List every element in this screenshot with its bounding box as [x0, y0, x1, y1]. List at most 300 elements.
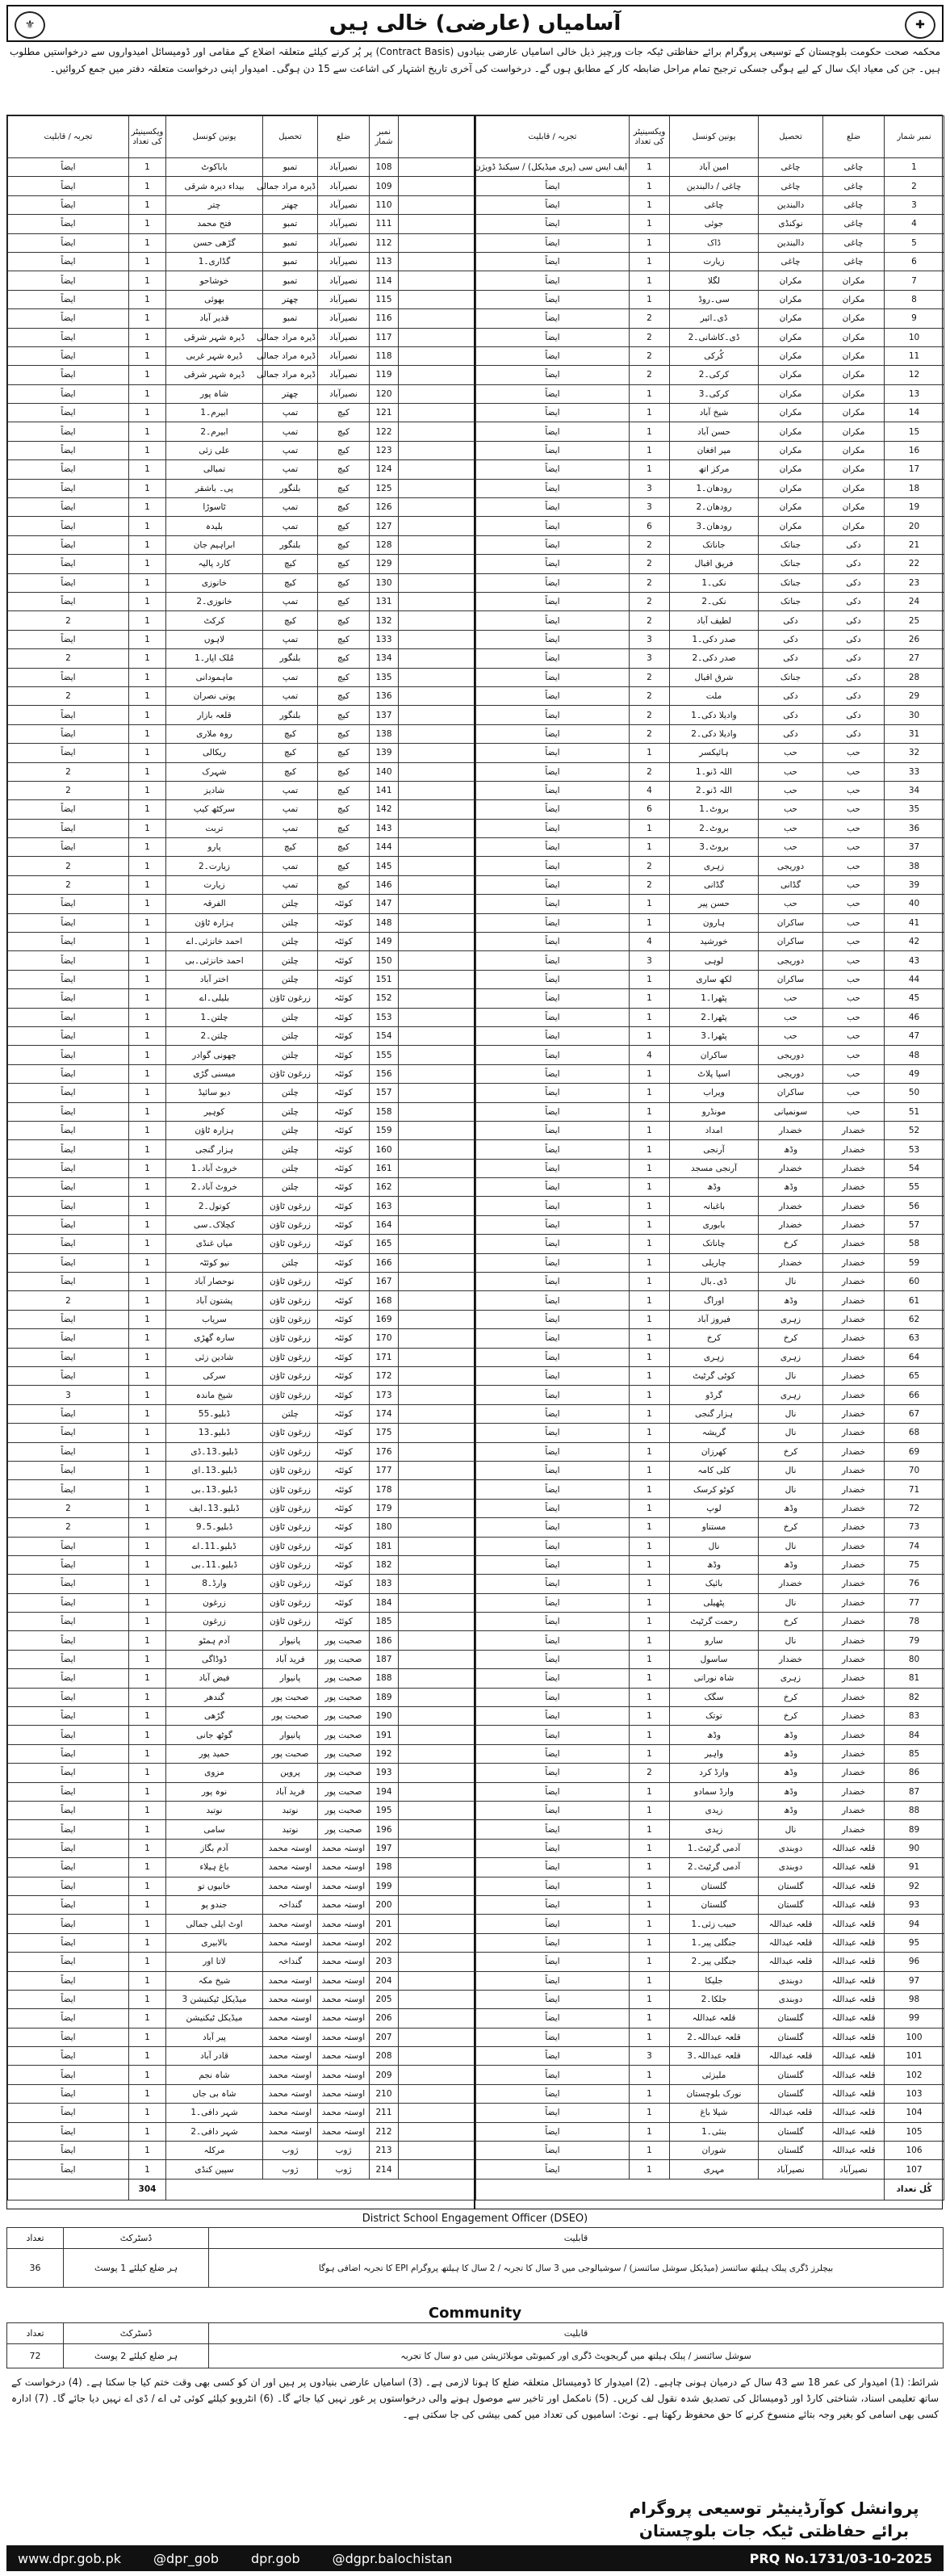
serial-cell: 172: [370, 1367, 399, 1386]
experience-cell: ایضاً: [8, 933, 129, 951]
uc-cell: لکھ ساری: [670, 970, 759, 988]
uc-cell: میر افغان: [670, 441, 759, 459]
count-cell: 1: [129, 1764, 166, 1782]
experience-cell: ایضاً: [476, 1235, 630, 1253]
district-cell: اوستہ محمد: [318, 1877, 370, 1895]
serial-cell: 77: [885, 1593, 944, 1612]
count-cell: 1: [129, 2084, 166, 2103]
count-cell: 1: [129, 1424, 166, 1442]
district-cell: نصیرآباد: [318, 158, 370, 177]
extra-cell: [399, 668, 476, 686]
experience-cell: ایضاً: [8, 328, 129, 346]
count-cell: 1: [129, 1386, 166, 1404]
experience-cell: ایضاً: [476, 1461, 630, 1479]
district-cell: صحبت پور: [318, 1669, 370, 1688]
uc-cell: قلعہ بازار: [166, 706, 263, 724]
district-cell: خضدار: [823, 1291, 885, 1310]
table-row: [476, 2084, 944, 2103]
serial-cell: 16: [885, 441, 944, 459]
district-cell: کوئٹہ: [318, 1235, 370, 1253]
tehsil-cell: چلتن: [263, 1178, 318, 1197]
table-row: [476, 1291, 944, 1310]
extra-cell: [399, 1461, 476, 1479]
table-row: [8, 2047, 476, 2066]
tehsil-cell: خضدار: [759, 1650, 823, 1668]
experience-cell: ایضاً: [8, 309, 129, 328]
count-cell: 1: [129, 1915, 166, 1933]
district-cell: قلعہ عبداللہ: [823, 1915, 885, 1933]
count-cell: 1: [129, 158, 166, 177]
tehsil-cell: نال: [759, 1273, 823, 1291]
table-row: [8, 819, 476, 837]
government-emblem-icon: ⚜: [15, 11, 45, 39]
table-row: [476, 1593, 944, 1612]
uc-cell: حبیب زئی۔1: [670, 1915, 759, 1933]
tehsil-cell: دکی: [759, 611, 823, 630]
uc-cell: دیو سائیڈ: [166, 1084, 263, 1102]
tehsil-cell: چھتر: [263, 384, 318, 403]
serial-cell: 160: [370, 1140, 399, 1159]
signature-line-1: پروانشل کوآرڈینیٹر توسیعی پروگرام: [629, 2498, 919, 2518]
count-cell: 1: [129, 951, 166, 970]
count-cell: 1: [129, 233, 166, 252]
table-row: [476, 895, 944, 913]
district-cell: کوئٹہ: [318, 1329, 370, 1348]
tehsil-cell: چلتن: [263, 1253, 318, 1272]
district-cell: قلعہ عبداللہ: [823, 1839, 885, 1857]
serial-cell: 185: [370, 1613, 399, 1631]
uc-cell: آدمی گرٹیٹ۔2: [670, 1858, 759, 1877]
experience-cell: ایضاً: [8, 1140, 129, 1159]
uc-cell: ڈبلیو۔13۔ای: [166, 1461, 263, 1479]
table-row: [8, 1839, 476, 1857]
serial-cell: 45: [885, 989, 944, 1008]
uc-cell: گڑھی: [166, 1707, 263, 1726]
extra-cell: [399, 195, 476, 214]
count-cell: 1: [630, 2104, 670, 2122]
tehsil-cell: قلعہ عبداللہ: [759, 1953, 823, 1971]
count-cell: 1: [129, 1707, 166, 1726]
experience-cell: ایضاً: [476, 1631, 630, 1650]
table-row: [476, 1329, 944, 1348]
table-row: [476, 1159, 944, 1177]
count-cell: 1: [129, 706, 166, 724]
count-cell: 1: [129, 1933, 166, 1952]
district-cell: قلعہ عبداللہ: [823, 2104, 885, 2122]
experience-cell: ایضاً: [8, 970, 129, 988]
district-cell: کوئٹہ: [318, 1197, 370, 1215]
tehsil-cell: ڈیرہ مراد جمالی: [263, 328, 318, 346]
count-cell: 1: [129, 1858, 166, 1877]
tehsil-cell: زرغون ٹاؤن: [263, 989, 318, 1008]
uc-cell: کچلاک۔سی: [166, 1215, 263, 1234]
table-row: [8, 346, 476, 365]
table-row: [8, 1782, 476, 1801]
experience-cell: ایضاً: [8, 479, 129, 497]
serial-cell: 171: [370, 1348, 399, 1366]
experience-cell: ایضاً: [476, 1367, 630, 1386]
count-cell: 1: [129, 555, 166, 573]
tehsil-cell: فرید آباد: [263, 1650, 318, 1668]
district-cell: مکران: [823, 422, 885, 441]
district-cell: نصیرآباد: [318, 252, 370, 271]
uc-cell: چاغی / دالبندین: [670, 177, 759, 195]
count-cell: 1: [630, 1744, 670, 1763]
extra-cell: [399, 2066, 476, 2084]
uc-cell: ملت: [670, 686, 759, 705]
serial-cell: 137: [370, 706, 399, 724]
uc-cell: زیارت۔2: [166, 857, 263, 875]
experience-cell: ایضاً: [476, 1291, 630, 1310]
uc-cell: پٹھیلی: [670, 1593, 759, 1612]
district-cell: قلعہ عبداللہ: [823, 2122, 885, 2141]
tehsil-cell: قلعہ عبداللہ: [759, 1933, 823, 1952]
instagram-link[interactable]: @dgpr.balochistan: [332, 2550, 453, 2566]
serial-cell: 189: [370, 1688, 399, 1706]
count-cell: 3: [630, 479, 670, 497]
table-row: [8, 271, 476, 290]
serial-cell: 114: [370, 271, 399, 290]
district-cell: حب: [823, 1008, 885, 1026]
count-cell: 1: [129, 479, 166, 497]
district-cell: مکران: [823, 384, 885, 403]
tehsil-cell: زرغون ٹاؤن: [263, 1386, 318, 1404]
tehsil-cell: تمبو: [263, 252, 318, 271]
uc-cell: شاہ پور: [166, 384, 263, 403]
experience-cell: ایضاً: [476, 1442, 630, 1461]
dseo-district-header: ڈسٹرکٹ: [64, 2228, 209, 2249]
count-cell: 1: [630, 2028, 670, 2046]
serial-cell: 12: [885, 366, 944, 384]
uc-cell: مرکلہ: [166, 2142, 263, 2160]
tehsil-cell: دوریجی: [759, 1046, 823, 1064]
district-cell: قلعہ عبداللہ: [823, 2066, 885, 2084]
uc-cell: شیخ ماندہ: [166, 1386, 263, 1404]
serial-cell: 191: [370, 1726, 399, 1744]
extra-cell: [399, 177, 476, 195]
district-cell: خضدار: [823, 1329, 885, 1348]
twitter-link[interactable]: dpr.gob: [251, 2550, 300, 2566]
uc-cell: باغ ہیلاء: [166, 1858, 263, 1877]
district-cell: خضدار: [823, 1688, 885, 1706]
serial-cell: 50: [885, 1084, 944, 1102]
table-row: [476, 1555, 944, 1574]
experience-cell: ایضاً: [476, 2066, 630, 2084]
table-row: [476, 1707, 944, 1726]
uc-cell: باباکوٹ: [166, 158, 263, 177]
extra-cell: [399, 517, 476, 535]
extra-cell: [399, 1726, 476, 1744]
experience-cell: ایضاً: [476, 1064, 630, 1083]
serial-cell: 88: [885, 1801, 944, 1819]
uc-cell: زیدی: [670, 1801, 759, 1819]
uc-cell: کارد پالیہ: [166, 555, 263, 573]
count-cell: 1: [630, 1178, 670, 1197]
table-row: [476, 195, 944, 214]
extra-cell: [399, 2009, 476, 2028]
serial-cell: 98: [885, 1990, 944, 2008]
experience-cell: ایضاً: [8, 2122, 129, 2141]
experience-cell: 2: [8, 649, 129, 668]
district-cell: نصیرآباد: [318, 290, 370, 308]
experience-cell: ایضاً: [8, 1102, 129, 1121]
tehsil-cell: خضدار: [759, 1253, 823, 1272]
count-cell: 1: [129, 1650, 166, 1668]
count-cell: 2: [630, 762, 670, 781]
count-cell: 1: [630, 1329, 670, 1348]
experience-cell: ایضاً: [8, 1442, 129, 1461]
count-cell: 1: [630, 2009, 670, 2028]
experience-cell: 2: [8, 875, 129, 894]
experience-cell: ایضاً: [476, 1537, 630, 1555]
experience-cell: ایضاً: [8, 441, 129, 459]
count-cell: 1: [630, 1990, 670, 2008]
tehsil-cell: اوستہ محمد: [263, 1877, 318, 1895]
uc-cell: بروٹ۔1: [670, 800, 759, 819]
tehsil-cell: چلتن: [263, 970, 318, 988]
count-cell: 1: [129, 1499, 166, 1517]
uc-cell: شاہ بی جاں: [166, 2084, 263, 2103]
footer: [6, 2497, 944, 2571]
count-cell: 6: [630, 800, 670, 819]
serial-cell: 110: [370, 195, 399, 214]
table-row: [476, 1404, 944, 1423]
table-row: [476, 781, 944, 799]
serial-cell: 66: [885, 1386, 944, 1404]
experience-cell: ایضاً: [476, 1820, 630, 1839]
experience-cell: ایضاً: [476, 422, 630, 441]
table-row: [8, 2142, 476, 2160]
serial-cell: 36: [885, 819, 944, 837]
serial-cell: 163: [370, 1197, 399, 1215]
serial-cell: 116: [370, 309, 399, 328]
tehsil-cell: وڈھ: [759, 1178, 823, 1197]
uc-cell: کرکٹ: [166, 611, 263, 630]
experience-cell: ایضاً: [476, 1877, 630, 1895]
experience-cell: ایضاً: [8, 1159, 129, 1177]
district-cell: حب: [823, 781, 885, 799]
extra-cell: [399, 1915, 476, 1933]
tehsil-cell: کرخ: [759, 1707, 823, 1726]
experience-cell: ایضاً: [476, 989, 630, 1008]
serial-cell: 63: [885, 1329, 944, 1348]
table-row: [476, 1877, 944, 1895]
experience-cell: ایضاً: [8, 1026, 129, 1045]
facebook-link[interactable]: @dpr_gob: [153, 2550, 219, 2566]
count-cell: 1: [630, 895, 670, 913]
tehsil-cell: مکران: [759, 460, 823, 479]
count-cell: 2: [630, 535, 670, 554]
serial-cell: 123: [370, 441, 399, 459]
experience-cell: ایضاً: [8, 2066, 129, 2084]
count-cell: 1: [129, 744, 166, 762]
tehsil-cell: گلستان: [759, 2122, 823, 2141]
tehsil-cell: زرغون ٹاؤن: [263, 1537, 318, 1555]
experience-cell: ایضاً: [476, 913, 630, 932]
district-cell: کوئٹہ: [318, 1008, 370, 1026]
uc-cell: ساکران: [670, 1046, 759, 1064]
uc-cell: کرخ: [670, 1329, 759, 1348]
experience-cell: ایضاً: [8, 1404, 129, 1423]
extra-cell: [399, 384, 476, 403]
experience-cell: ایضاً: [8, 1555, 129, 1574]
serial-cell: 90: [885, 1839, 944, 1857]
serial-cell: 60: [885, 1273, 944, 1291]
serial-cell: 10: [885, 328, 944, 346]
table-row: [8, 1442, 476, 1461]
district-cell: کوئٹہ: [318, 1367, 370, 1386]
district-cell: ژوب: [318, 2160, 370, 2179]
experience-cell: ایضاً: [476, 744, 630, 762]
uc-cell: نیو کوئٹہ: [166, 1253, 263, 1272]
uc-cell: بابوری: [670, 1215, 759, 1234]
district-cell: حب: [823, 970, 885, 988]
uc-cell: ہارون: [670, 913, 759, 932]
district-cell: دکی: [823, 592, 885, 610]
uc-cell: ملیزئی: [670, 2066, 759, 2084]
uc-cell: ڈوڈاگی: [166, 1650, 263, 1668]
experience-cell: ایضاً: [476, 1593, 630, 1612]
experience-cell: ایضاً: [476, 1215, 630, 1234]
serial-cell: 80: [885, 1650, 944, 1668]
count-cell: 1: [129, 1839, 166, 1857]
website-link[interactable]: www.dpr.gob.pk: [18, 2550, 121, 2566]
uc-cell: لطیف آباد: [670, 611, 759, 630]
uc-cell: خانیوں تو: [166, 1877, 263, 1895]
tehsil-cell: دالبندین: [759, 233, 823, 252]
header: [6, 5, 944, 42]
table-row: [476, 2104, 944, 2122]
uc-cell: چاغی: [670, 195, 759, 214]
tehsil-cell: قلعہ عبداللہ: [759, 1915, 823, 1933]
district-cell: کوئٹہ: [318, 1593, 370, 1612]
extra-cell: [399, 498, 476, 517]
extra-cell: [399, 933, 476, 951]
tehsil-cell: چھتر: [263, 195, 318, 214]
extra-cell: [399, 649, 476, 668]
serial-cell: 207: [370, 2028, 399, 2046]
tehsil-cell: وڈھ: [759, 1291, 823, 1310]
extra-cell: [399, 441, 476, 459]
serial-cell: 182: [370, 1555, 399, 1574]
extra-cell: [399, 1707, 476, 1726]
extra-cell: [399, 2047, 476, 2066]
experience-cell: ایضاً: [8, 1273, 129, 1291]
serial-cell: 107: [885, 2160, 944, 2179]
table-row: [476, 1971, 944, 1990]
uc-cell: گڈاری۔1: [166, 252, 263, 271]
district-cell: خضدار: [823, 1744, 885, 1763]
tehsil-cell: وڈھ: [759, 1499, 823, 1517]
community-district: ہر ضلع کیلئے 2 پوسٹ: [64, 2344, 209, 2368]
table-row: [476, 1084, 944, 1102]
extra-cell: [399, 1064, 476, 1083]
table-row: [8, 1273, 476, 1291]
table-row: [476, 290, 944, 308]
table-row: [8, 1084, 476, 1102]
experience-cell: ایضاً: [8, 1839, 129, 1857]
count-cell: 1: [630, 1235, 670, 1253]
uc-cell: اللہ ڈنو۔1: [670, 762, 759, 781]
district-cell: خضدار: [823, 1178, 885, 1197]
table-row: [8, 1102, 476, 1121]
count-cell: 1: [129, 441, 166, 459]
count-cell: 1: [630, 422, 670, 441]
district-cell: خضدار: [823, 1348, 885, 1366]
table-row: [8, 1046, 476, 1064]
count-cell: 1: [129, 1348, 166, 1366]
tehsil-cell: دوبندی: [759, 1858, 823, 1877]
experience-cell: ایضاً: [476, 724, 630, 743]
experience-cell: ایضاً: [476, 592, 630, 610]
district-cell: کوئٹہ: [318, 1575, 370, 1593]
serial-cell: 25: [885, 611, 944, 630]
uc-cell: بلیدہ: [166, 517, 263, 535]
uc-cell: ماہمودانی: [166, 668, 263, 686]
uc-cell: وادیلا دکی۔2: [670, 724, 759, 743]
table-row: [8, 2104, 476, 2122]
serial-cell: 64: [885, 1348, 944, 1366]
district-cell: کوئٹہ: [318, 1178, 370, 1197]
uc-cell: فتح محمد: [166, 215, 263, 233]
district-cell: کوئٹہ: [318, 951, 370, 970]
extra-cell: [399, 1291, 476, 1310]
uc-cell: تمبالی: [166, 460, 263, 479]
table-row: [476, 441, 944, 459]
table-row: [476, 1215, 944, 1234]
uc-cell: وارڈ سمادو: [670, 1782, 759, 1801]
serial-cell: 151: [370, 970, 399, 988]
count-cell: 1: [630, 1367, 670, 1386]
table-row: [476, 346, 944, 365]
tehsil-cell: نوتبد: [263, 1820, 318, 1839]
experience-cell: ایضاً: [8, 1310, 129, 1328]
serial-cell: 167: [370, 1273, 399, 1291]
experience-cell: ایضاً: [8, 913, 129, 932]
district-cell: کوئٹہ: [318, 1404, 370, 1423]
extra-cell: [399, 1404, 476, 1423]
district-cell: نصیرآباد: [318, 195, 370, 214]
extra-cell: [399, 1329, 476, 1348]
serial-cell: 19: [885, 498, 944, 517]
count-cell: 1: [129, 1215, 166, 1234]
experience-cell: ایضاً: [476, 668, 630, 686]
count-cell: 1: [630, 1669, 670, 1688]
table-row: [8, 1669, 476, 1688]
tehsil-cell: بلنگور: [263, 706, 318, 724]
count-cell: 1: [630, 1593, 670, 1612]
experience-cell: ایضاً: [476, 1990, 630, 2008]
district-cell: نصیرآباد: [318, 215, 370, 233]
district-cell: اوستہ محمد: [318, 2066, 370, 2084]
table-row: [476, 838, 944, 857]
serial-cell: 91: [885, 1858, 944, 1877]
extra-cell: [399, 290, 476, 308]
tehsil-cell: چلتن: [263, 1140, 318, 1159]
experience-cell: ایضاً: [8, 1348, 129, 1366]
serial-cell: 40: [885, 895, 944, 913]
count-cell: 1: [129, 1518, 166, 1537]
uc-cell: ریکالی: [166, 744, 263, 762]
experience-cell: 3: [8, 1386, 129, 1404]
experience-cell: ایضاً: [8, 800, 129, 819]
count-cell: 1: [630, 1518, 670, 1537]
count-cell: 1: [129, 875, 166, 894]
uc-cell: ڈی۔بال: [670, 1273, 759, 1291]
uc-cell: شادیز: [166, 781, 263, 799]
community-district-header: ڈسٹرکٹ: [64, 2323, 209, 2344]
extra-cell: [399, 158, 476, 177]
